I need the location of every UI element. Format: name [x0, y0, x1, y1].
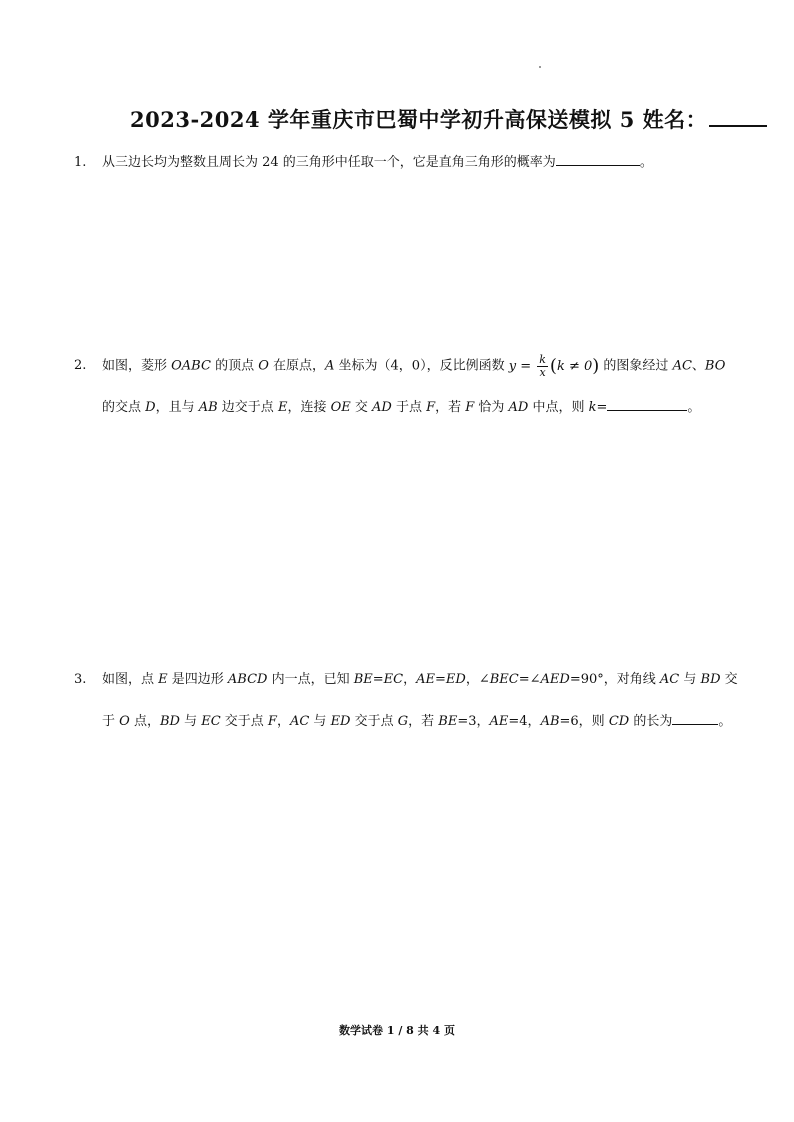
text: 点，: [129, 714, 160, 729]
text: =: [516, 358, 536, 374]
var: E: [277, 400, 288, 415]
text: 交: [350, 400, 372, 415]
fraction: [537, 354, 548, 379]
paren: ): [592, 355, 600, 376]
var: AB: [198, 400, 218, 415]
var: BE: [438, 714, 458, 729]
var: F: [465, 400, 475, 415]
var: AC: [659, 672, 680, 687]
function-formula: [508, 352, 600, 379]
numerator: k: [539, 352, 546, 366]
page-footer: 数学试卷 1 / 8 共 4 页: [339, 1024, 455, 1037]
text: ，: [276, 714, 290, 729]
var: BEC: [489, 672, 519, 687]
var: BO: [704, 358, 726, 374]
question-number: 3.: [74, 672, 87, 687]
text: =∠: [518, 672, 541, 687]
text: 边交于点: [217, 400, 278, 415]
answer-blank[interactable]: [672, 710, 718, 725]
var: BD: [700, 672, 721, 687]
text: =90°，对角线: [569, 672, 660, 687]
text: ，: [403, 672, 417, 687]
var: A: [325, 358, 335, 374]
question-text: [102, 150, 653, 176]
var: AD: [508, 400, 529, 415]
page-title-text: 2023-2024 学年重庆市巴蜀中学初升高保送模拟 5 姓名：: [130, 107, 708, 132]
text: 于点: [391, 400, 427, 415]
text: 恰为: [474, 400, 509, 415]
var: AB: [540, 714, 560, 729]
text: 的图象经过: [599, 358, 673, 374]
var: G: [397, 714, 409, 729]
text: 是四边形: [167, 672, 228, 687]
text: 交于点: [220, 714, 268, 729]
answer-blank[interactable]: [607, 396, 687, 411]
var: AC: [289, 714, 310, 729]
var: AD: [372, 400, 392, 415]
var: ED: [330, 714, 351, 729]
text: =: [596, 400, 608, 415]
text: 的交点: [102, 400, 146, 415]
text: ，∠: [465, 672, 490, 687]
var: O: [258, 358, 269, 374]
var: OE: [330, 400, 351, 415]
var: D: [145, 400, 156, 415]
var: y: [508, 358, 517, 374]
var: ABCD: [227, 672, 268, 687]
text: 交: [720, 672, 738, 687]
text: =6，则: [559, 714, 609, 729]
var: AED: [540, 672, 570, 687]
var: OABC: [171, 358, 211, 374]
question-text-line-1: [102, 667, 738, 693]
condition: k ≠ 0: [556, 358, 593, 374]
text: 中点，则: [528, 400, 589, 415]
punct: 。: [639, 155, 653, 170]
var: E: [158, 672, 168, 687]
text: 内一点，已知: [267, 672, 354, 687]
text: 如图，菱形: [102, 358, 172, 374]
question-text-line-2: [102, 395, 700, 421]
text: 在原点，: [268, 358, 326, 374]
text: =4，: [508, 714, 541, 729]
text: 与: [679, 672, 701, 687]
text: 的顶点: [210, 358, 259, 374]
var: AE=ED: [416, 672, 466, 687]
var: F: [426, 400, 436, 415]
text: =3，: [457, 714, 490, 729]
punct: 。: [687, 400, 701, 415]
text: 坐标为（4，0），反比例函数: [334, 358, 509, 374]
question-1-text: 从三边长均为整数且周长为 24 的三角形中任取一个，它是直角三角形的概率为: [102, 155, 556, 170]
text: 如图，点: [102, 672, 159, 687]
question-number: 1.: [74, 155, 87, 170]
page-title: [130, 104, 730, 134]
text: ，若: [435, 400, 466, 415]
text: ，且与: [155, 400, 199, 415]
var: AC: [672, 358, 692, 374]
text: ，连接: [287, 400, 331, 415]
name-blank[interactable]: [709, 107, 767, 127]
text: 于: [102, 714, 120, 729]
denominator: x: [539, 365, 546, 379]
var: EC: [201, 714, 221, 729]
var: F: [267, 714, 277, 729]
var: CD: [608, 714, 630, 729]
answer-blank[interactable]: [556, 151, 640, 166]
var: k: [588, 400, 597, 415]
var: BD: [159, 714, 180, 729]
text: ，若: [408, 714, 439, 729]
text: 交于点: [350, 714, 398, 729]
question-text-line-1: [102, 353, 725, 380]
var: BE=EC: [353, 672, 404, 687]
text: 的长为: [629, 714, 673, 729]
text: 与: [309, 714, 331, 729]
scan-speck: [539, 66, 541, 68]
var: AE: [489, 714, 509, 729]
question-text-line-2: [102, 709, 731, 735]
question-number: 2.: [74, 358, 87, 373]
paren: (: [549, 355, 557, 376]
text: 、: [691, 358, 705, 374]
var: O: [119, 714, 130, 729]
text: 与: [179, 714, 202, 729]
punct: 。: [718, 714, 732, 729]
